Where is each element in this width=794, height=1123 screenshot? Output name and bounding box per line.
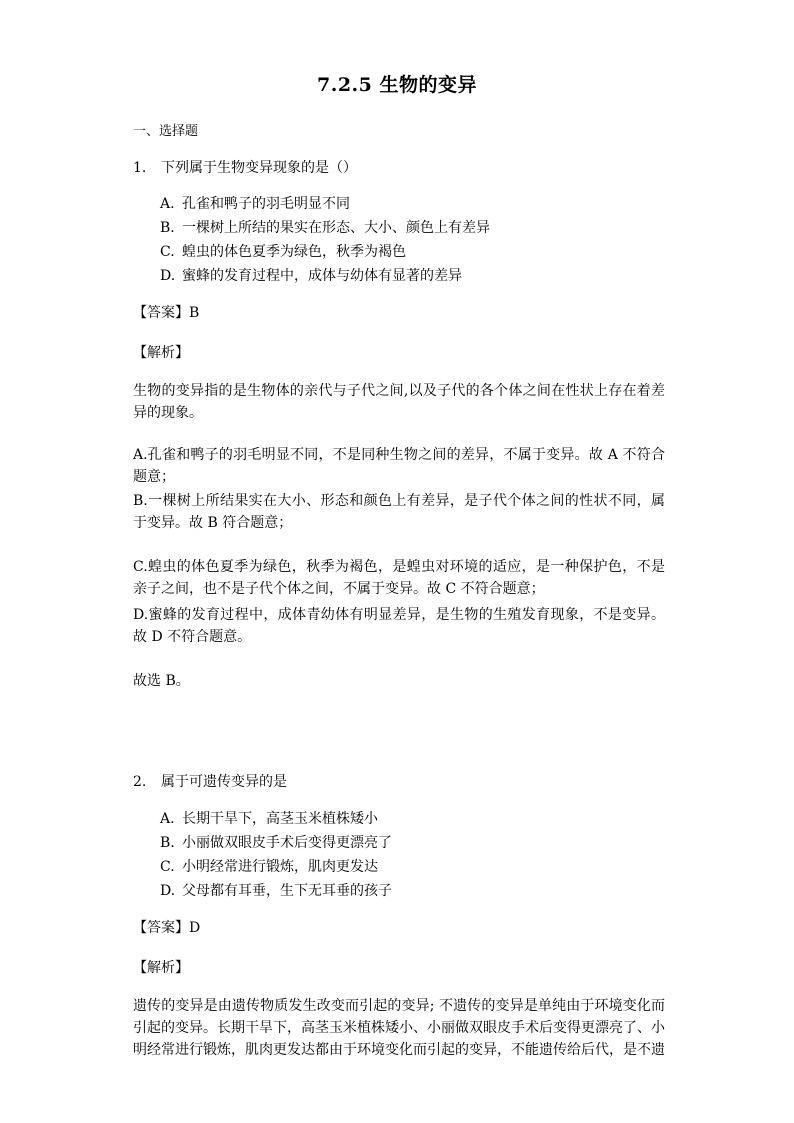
option-text: 小明经常进行锻炼，肌肉更发达: [182, 859, 378, 875]
question-number: 1.: [133, 160, 147, 176]
option-letter: B.: [160, 220, 175, 236]
question-text: 属于可遗传变异的是: [161, 774, 287, 790]
question-1-option-c: [160, 241, 406, 261]
option-letter: D.: [160, 883, 176, 899]
question-1-option-b: [160, 217, 490, 237]
question-2-option-c: [160, 856, 378, 876]
option-letter: A.: [160, 811, 175, 827]
analysis-paragraph: C.蝗虫的体色夏季为绿色，秋季为褐色，是蝗虫对环境的适应，是一种保护色，不是亲子之间，也不是子代个体之间，不属于变异。故 C 不符合题意；: [133, 559, 665, 597]
option-text: 蜜蜂的发育过程中，成体与幼体有显著的差异: [182, 268, 462, 284]
option-text: 小丽做双眼皮手术后变得更漂亮了: [182, 835, 392, 851]
option-letter: C.: [160, 859, 175, 875]
question-1-option-d: [160, 265, 462, 285]
option-text: 一棵树上所结的果实在形态、大小、颜色上有差异: [182, 220, 490, 236]
question-2-answer: 【答案】D: [133, 920, 201, 936]
option-text: 长期干旱下，高茎玉米植株矮小: [182, 811, 378, 827]
option-letter: A.: [160, 196, 175, 212]
option-text: 父母都有耳垂，生下无耳垂的孩子: [182, 883, 392, 899]
option-text: 蝗虫的体色夏季为绿色，秋季为褐色: [182, 244, 406, 260]
analysis-paragraph: 生物的变异指的是生物体的亲代与子代之间,以及子代的各个体之间在性状上存在着差异的现象。: [133, 383, 665, 421]
question-1-analysis-label: 【解析】: [133, 345, 189, 361]
question-1-option-a: [160, 193, 350, 213]
question-2-option-a: [160, 808, 378, 828]
section-title: 一、选择题: [133, 124, 199, 139]
page-title: 7.2.5 生物的变异: [316, 74, 477, 96]
option-text: 孔雀和鸭子的羽毛明显不同: [182, 196, 350, 212]
analysis-paragraph: A.孔雀和鸭子的羽毛明显不同，不是同种生物之间的差异，不属于变异。故 A 不符合题意；: [133, 447, 665, 485]
analysis-paragraph: D.蜜蜂的发育过程中，成体青幼体有明显差异，是生物的生殖发育现象，不是变异。故 D 不符合题意。: [133, 607, 665, 645]
option-letter: D.: [160, 268, 176, 284]
question-2-stem: [133, 771, 287, 791]
question-2-analysis-label: 【解析】: [133, 960, 189, 976]
analysis-paragraph: 故选 B。: [133, 673, 190, 689]
option-letter: C.: [160, 244, 175, 260]
question-1-stem: [133, 157, 357, 177]
question-number: 2.: [133, 774, 147, 790]
analysis-paragraph: B.一棵树上所结果实在大小、形态和颜色上有差异，是子代个体之间的性状不同，属于变异。故 B 符合题意；: [133, 493, 665, 531]
question-2-option-b: [160, 832, 392, 852]
question-1-answer: 【答案】B: [133, 305, 200, 321]
question-2-option-d: [160, 880, 392, 900]
question-text: 下列属于生物变异现象的是（）: [161, 160, 357, 176]
analysis-paragraph: 遗传的变异是由遗传物质发生改变而引起的变异; 不遗传的变异是单纯由于环境变化而引起的变异。长期干旱下，高茎玉米植株矮小、小丽做双眼皮手术后变得更漂亮了、小明经常进行锻炼，肌肉更发达都由于环境变化而引起的变异，不能遗传给后代，是不遗: [133, 998, 665, 1058]
option-letter: B.: [160, 835, 175, 851]
